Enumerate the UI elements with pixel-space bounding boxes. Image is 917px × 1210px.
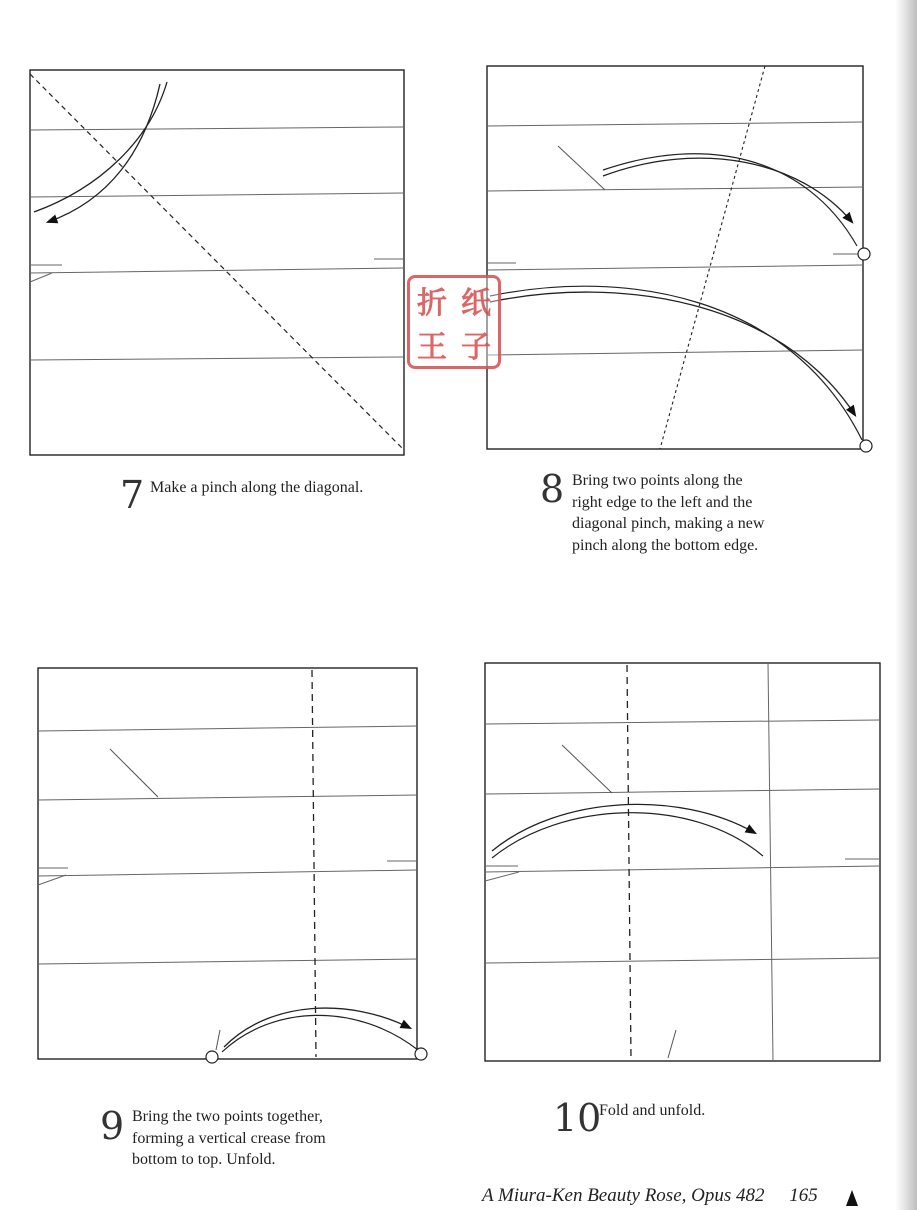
crease-line — [30, 193, 404, 197]
paper-square — [487, 66, 863, 449]
fold-arrow — [48, 84, 160, 222]
point-marker — [415, 1048, 427, 1060]
vertical-valley-fold — [627, 665, 631, 1059]
step-9-caption — [132, 1106, 326, 1171]
fold-arrow — [490, 292, 855, 415]
caption-line: pinch along the bottom edge. — [572, 536, 759, 554]
step-8-number: 8 — [540, 467, 565, 511]
caption-line: Make a pinch along the diagonal. — [150, 479, 364, 496]
crease-line — [38, 870, 417, 876]
fold-arrow — [603, 158, 852, 222]
caption-line: right edge to the left and the — [572, 493, 753, 511]
caption-line: Bring the two points together, — [132, 1108, 323, 1125]
pinch-mark — [30, 273, 52, 282]
point-marker — [858, 248, 870, 260]
paper-square — [485, 663, 880, 1061]
step-7-caption — [150, 477, 363, 499]
book-title: A Miura-Ken Beauty Rose, Opus 482 — [482, 1185, 765, 1206]
crease-line — [30, 268, 404, 273]
diagonal-valley-fold — [30, 74, 404, 450]
point-marker — [206, 1051, 218, 1063]
crease-line — [38, 959, 417, 964]
step-9-number: 9 — [100, 1104, 125, 1148]
pinch-mark — [38, 875, 66, 885]
point-marker — [860, 440, 872, 452]
step-9-diagram — [38, 668, 427, 1063]
vertical-valley-fold — [312, 670, 316, 1057]
crease-line — [38, 726, 417, 731]
crease-line — [487, 350, 863, 355]
crease-line — [38, 795, 417, 800]
fold-arrow — [224, 1008, 410, 1047]
step-8-caption — [572, 470, 764, 556]
step-8-diagram — [487, 66, 872, 452]
pinch-mark — [485, 872, 519, 881]
diagonal-pinch — [558, 146, 605, 190]
crease-line — [485, 958, 880, 963]
seal-char: 王 — [417, 330, 447, 365]
vertical-crease — [768, 663, 773, 1061]
seal-char: 纸 — [461, 286, 491, 321]
step-10-diagram — [485, 663, 880, 1061]
caption-line: Bring two points along the — [572, 472, 743, 489]
page-footer — [482, 1185, 818, 1207]
seal-stamp — [407, 275, 501, 369]
step-7-diagram — [30, 70, 404, 455]
arrow-curve — [603, 154, 857, 246]
diagonal-pinch — [562, 745, 612, 793]
step-10-number: 10 — [553, 1096, 602, 1140]
arrow-curve — [222, 1015, 418, 1052]
crease-line — [485, 720, 880, 724]
caption-line: Fold and unfold. — [599, 1102, 706, 1119]
seal-char: 折 — [417, 286, 447, 321]
caption-line: forming a vertical crease from — [132, 1129, 326, 1147]
crease-line — [485, 789, 880, 794]
crease-line — [30, 127, 404, 130]
corner-arrow-icon — [846, 1190, 858, 1206]
page-edge-shadow — [895, 0, 917, 1210]
crease-line — [485, 866, 880, 872]
step-10-caption — [599, 1100, 705, 1122]
arrow-curve — [490, 286, 862, 440]
step-7-number: 7 — [120, 473, 145, 517]
diagonal-pinch — [110, 749, 158, 797]
crease-line — [487, 265, 863, 270]
pinch-mark — [216, 1030, 220, 1050]
pinch-mark — [668, 1030, 676, 1058]
crease-line — [30, 357, 404, 360]
crease-line — [487, 122, 863, 126]
caption-line: diagonal pinch, making a new — [572, 515, 765, 532]
arrow-curve — [492, 813, 763, 858]
caption-line: bottom to top. Unfold. — [132, 1151, 276, 1168]
page-number: 165 — [789, 1185, 818, 1206]
seal-char: 子 — [461, 330, 491, 365]
